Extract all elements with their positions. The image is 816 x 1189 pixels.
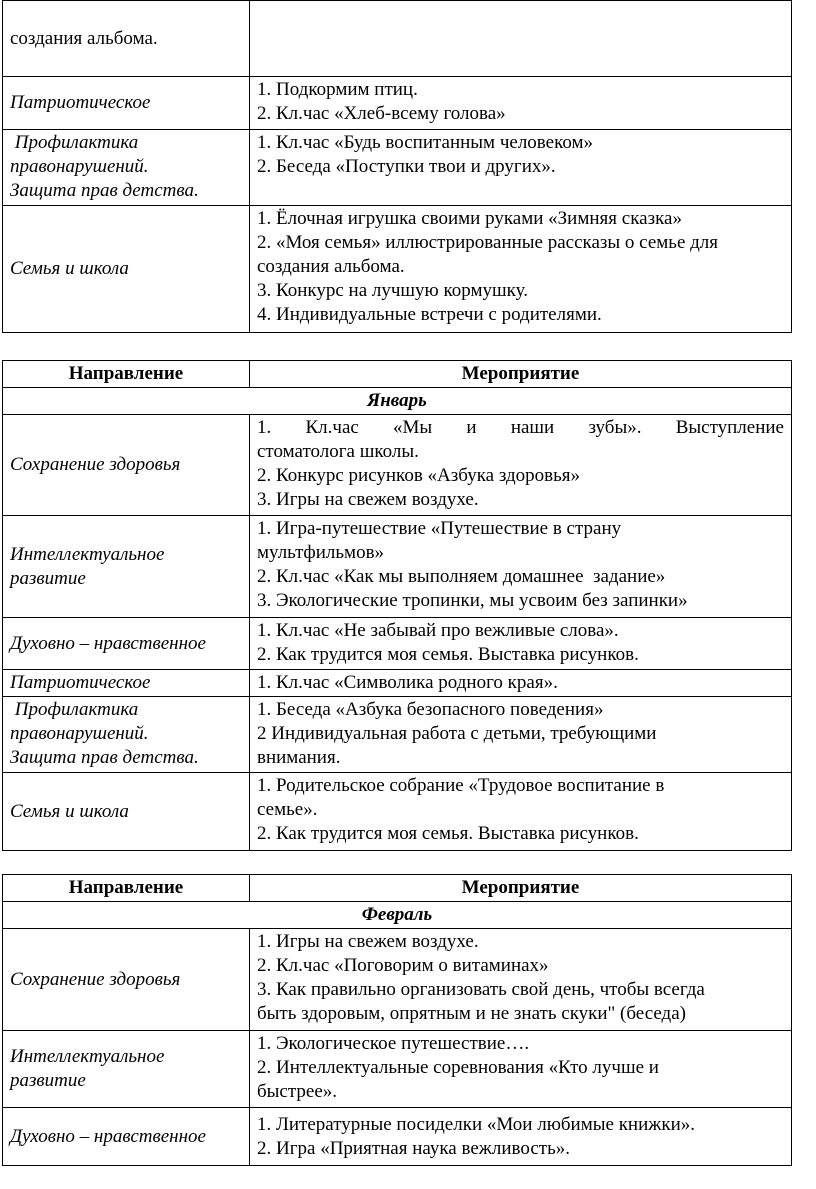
month-title: Январь (3, 388, 792, 415)
activity-item: 1. Кл.час «Мы и наши зубы». Выступление (257, 417, 784, 438)
direction-line: Интеллектуальное (10, 543, 165, 565)
table-row (3, 1031, 792, 1108)
table-row (3, 773, 792, 851)
activity-text: создания альбома. (10, 27, 158, 49)
direction-line: Интеллектуальное (10, 1046, 165, 1067)
direction-line: правонарушений. (10, 723, 149, 744)
activities-cell (250, 516, 792, 618)
activity-item: 1. Игра-путешествие «Путешествие в страну (257, 518, 622, 539)
activity-item: создания альбома. (257, 256, 405, 277)
activity-item: 1. Кл.час «Символика родного края». (257, 672, 558, 693)
month-row (3, 902, 792, 929)
activity-item: 2. Игра «Приятная наука вежливость». (257, 1137, 571, 1159)
table-row (3, 206, 792, 333)
activities-cell (250, 1031, 792, 1108)
activity-item: 1. Ёлочная игрушка своими руками «Зимняя сказка» (257, 208, 682, 229)
activities-cell (250, 206, 792, 333)
activity-item: семье». (257, 799, 318, 820)
direction-line: Защита прав детства. (10, 180, 199, 201)
activities-cell (3, 1, 250, 77)
header-activity: Мероприятие (250, 875, 792, 902)
direction-cell: Духовно – нравственное (3, 618, 250, 670)
activity-item: 3. Как правильно организовать свой день, чтобы всегда (257, 979, 705, 1000)
direction-cell: Сохранение здоровья (3, 415, 250, 516)
table-row (3, 670, 792, 697)
activities-cell (250, 618, 792, 670)
header-direction: Направление (3, 875, 250, 902)
direction-line: развитие (10, 1070, 86, 1091)
table-row (3, 77, 792, 130)
direction-cell: Семья и школа (3, 773, 250, 851)
activities-cell (250, 1108, 792, 1166)
activity-item: 3. Экологические тропинки, мы усвоим без запинки» (257, 590, 688, 611)
table-row (3, 130, 792, 206)
activity-item: 1. Игры на свежем воздухе. (257, 931, 479, 952)
header-row (3, 875, 792, 902)
activity-item: 1. Литературные посиделки «Мои любимые книжки». (257, 1113, 696, 1135)
activity-item: быть здоровым, опрятным и не знать скуки" (беседа) (257, 1003, 686, 1024)
activity-item: 1. Подкормим птиц. (257, 79, 418, 100)
activity-item: 4. Индивидуальные встречи с родителями. (257, 304, 602, 325)
activities-cell (250, 929, 792, 1031)
direction-line: Профилактика (10, 699, 139, 720)
direction-line: Защита прав детства. (10, 747, 199, 768)
direction-cell: Патриотическое (3, 670, 250, 697)
activity-item: 2. Конкурс рисунков «Азбука здоровья» (257, 465, 581, 486)
month-title: Февраль (3, 902, 792, 929)
activity-item: 3. Конкурс на лучшую кормушку. (257, 280, 528, 301)
direction-cell: Патриотическое (3, 77, 250, 130)
activity-item: 2. Беседа «Поступки твои и других». (257, 156, 556, 177)
activity-item: мультфильмов» (257, 542, 385, 563)
direction-cell (3, 516, 250, 618)
table-row (3, 1, 792, 77)
table-february (2, 874, 792, 1166)
activity-item: 1. Кл.час «Не забывай про вежливые слова». (257, 620, 619, 641)
activity-item: 2. Как трудится моя семья. Выставка рисунков. (257, 644, 639, 665)
table-row (3, 618, 792, 670)
direction-cell (3, 697, 250, 773)
activity-item: 2. Кл.час «Как мы выполняем домашнее задание» (257, 566, 666, 587)
direction-cell: Духовно – нравственное (3, 1108, 250, 1166)
activities-cell (250, 130, 792, 206)
activity-item: 2. Кл.час «Поговорим о витаминах» (257, 955, 549, 976)
activity-item: 2. Кл.час «Хлеб-всему голова» (257, 103, 506, 124)
activity-item: 1. Беседа «Азбука безопасного поведения» (257, 699, 604, 720)
activities-cell (250, 773, 792, 851)
table-december-continued (2, 0, 792, 333)
table-row (3, 415, 792, 516)
direction-line: Профилактика (10, 132, 139, 153)
table-row (3, 1108, 792, 1166)
activity-item: 1. Родительское собрание «Трудовое воспитание в (257, 775, 665, 796)
direction-line: развитие (10, 567, 86, 589)
empty-cell (250, 1, 792, 77)
activity-item: внимания. (257, 747, 341, 768)
activity-item: 2 Индивидуальная работа с детьми, требующими (257, 723, 657, 744)
activities-cell (250, 77, 792, 130)
activity-item: быстрее». (257, 1081, 338, 1102)
activity-item: 1. Экологическое путешествие…. (257, 1033, 530, 1054)
header-row (3, 361, 792, 388)
table-row (3, 516, 792, 618)
direction-cell: Сохранение здоровья (3, 929, 250, 1031)
activities-cell (250, 670, 792, 697)
activity-item: стоматолога школы. (257, 441, 419, 462)
activity-item: 2. Как трудится моя семья. Выставка рисунков. (257, 823, 639, 844)
table-row (3, 697, 792, 773)
header-direction: Направление (3, 361, 250, 388)
direction-cell (3, 130, 250, 206)
table-row (3, 929, 792, 1031)
table-january (2, 360, 792, 851)
direction-cell (3, 1031, 250, 1108)
month-row (3, 388, 792, 415)
activity-item: 2. Интеллектуальные соревнования «Кто лучше и (257, 1057, 659, 1078)
header-activity: Мероприятие (250, 361, 792, 388)
activity-item: 2. «Моя семья» иллюстрированные рассказы о семье для (257, 232, 719, 253)
activity-item: 3. Игры на свежем воздухе. (257, 489, 479, 510)
direction-cell: Семья и школа (3, 206, 250, 333)
activities-cell (250, 415, 792, 516)
direction-line: правонарушений. (10, 156, 149, 177)
activity-item: 1. Кл.час «Будь воспитанным человеком» (257, 132, 594, 153)
activities-cell (250, 697, 792, 773)
